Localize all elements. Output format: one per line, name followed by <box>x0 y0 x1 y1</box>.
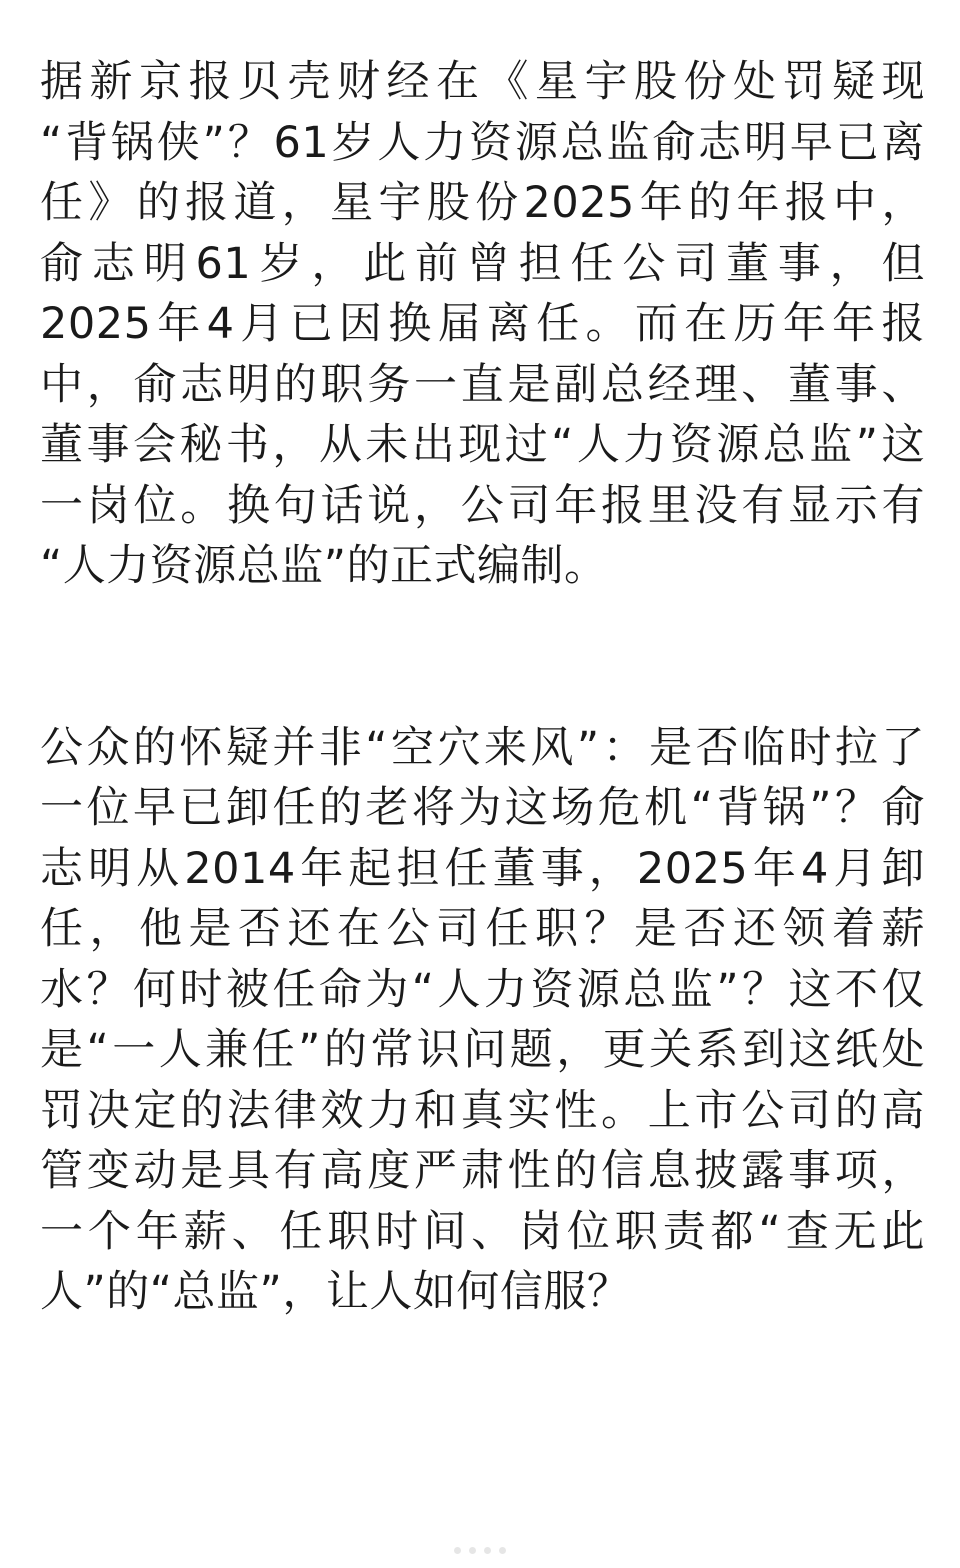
paragraph-2-line: 是“一人兼任”的常识问题，更关系到这纸处 <box>40 1025 925 1075</box>
paragraph-2-line: 人”的“总监”，让人如何信服？ <box>40 1267 631 1317</box>
paragraph-1-line: 一岗位。换句话说，公司年报里没有显示有 <box>40 480 925 531</box>
paragraph-2-line: 罚决定的法律效力和真实性。上市公司的高 <box>40 1085 925 1136</box>
paragraph-1-line: 2025年4月已因换届离任。而在历年年报 <box>40 299 925 349</box>
paragraph-2-line: 水？何时被任命为“人力资源总监”？这不仅 <box>40 964 925 1015</box>
paragraph-2-line: 一位早已卸任的老将为这场危机“背锅”？俞 <box>40 783 925 833</box>
dot <box>454 1547 461 1554</box>
paragraph-2-line: 一个年薪、任职时间、岗位职责都“查无此 <box>40 1206 925 1257</box>
paragraph-1 <box>40 52 925 597</box>
paragraph-spacer <box>40 597 925 718</box>
dot <box>484 1547 491 1554</box>
paragraph-1-line: “人力资源总监”的正式编制。 <box>40 541 608 591</box>
article-body <box>40 52 925 1323</box>
dot <box>499 1547 506 1554</box>
paragraph-2 <box>40 718 925 1323</box>
paragraph-1-line: 中，俞志明的职务一直是副总经理、董事、 <box>40 359 925 410</box>
paragraph-1-line: 据新京报贝壳财经在《星宇股份处罚疑现 <box>40 57 925 107</box>
paragraph-1-line: 任》的报道，星宇股份2025年的年报中， <box>40 178 925 228</box>
paragraph-2-line: 管变动是具有高度严肃性的信息披露事项， <box>40 1146 925 1196</box>
paragraph-1-line: “背锅侠”？61岁人力资源总监俞志明早已离 <box>40 117 925 168</box>
paragraph-1-line: 俞志明61岁，此前曾担任公司董事，但 <box>40 238 925 289</box>
paragraph-2-line: 任，他是否还在公司任职？是否还领着薪 <box>40 904 925 954</box>
dot <box>469 1547 476 1554</box>
paragraph-2-line: 志明从2014年起担任董事，2025年4月卸 <box>40 843 925 894</box>
paragraph-2-line: 公众的怀疑并非“空穴来风”：是否临时拉了 <box>40 722 925 773</box>
more-indicator-dots <box>454 1547 506 1554</box>
paragraph-1-line: 董事会秘书，从未出现过“人力资源总监”这 <box>40 420 925 470</box>
